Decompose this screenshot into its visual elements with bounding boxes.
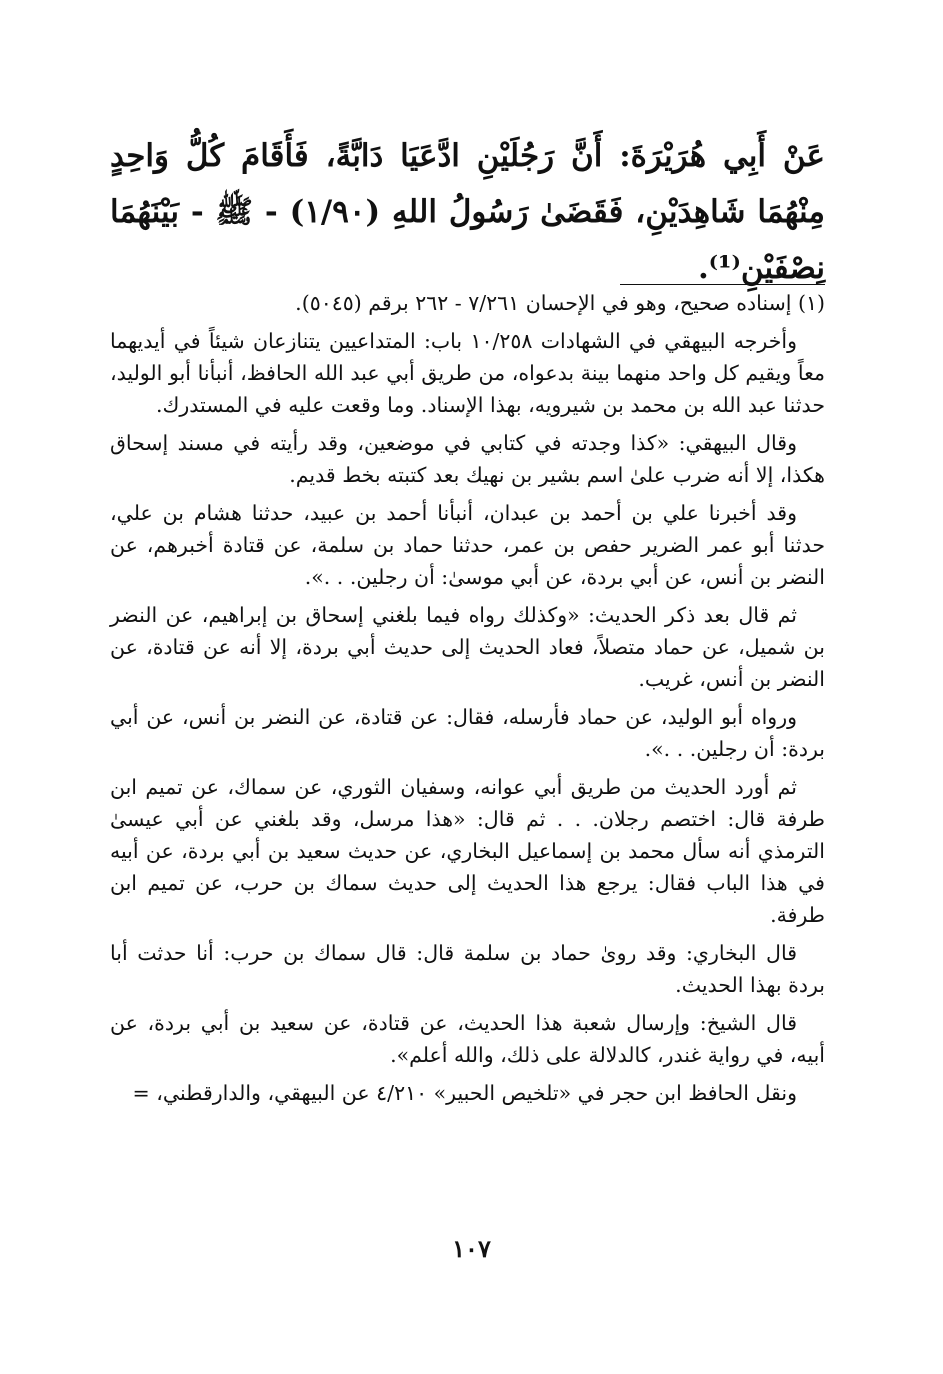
footnote-paragraph: ثم قال بعد ذكر الحديث: «وكذلك رواه فيما بلغني إسحاق بن إبراهيم، عن النضر بن شميل، عن حماد متصلاً، فعاد الحديث إلى حديث أبي بردة، إلا أنه عن قتادة، عن النضر بن أنس، غريب. — [110, 603, 825, 691]
footnote-paragraph: وأخرجه البيهقي في الشهادات ١٠/٢٥٨ باب: المتداعيين يتنازعان شيئاً في أيديهما معاً ويقيم كل واحد منهما بينة بدعواه، من طريق أبي عبد الله الحافظ، أنبأنا أبو الوليد، حدثنا عبد الله بن محمد بن شيرويه، بهذا الإسناد. وما وقعت عليه في المستدرك. — [110, 329, 825, 417]
footnote-paragraph: ونقل الحافظ ابن حجر في «تلخيص الحبير» ٤/٢١٠ عن البيهقي، والدارقطني، = — [132, 1081, 797, 1105]
page-number: ١٠٧ — [452, 1234, 491, 1263]
footnote-paragraph: وقد أخبرنا علي بن أحمد بن عبدان، أنبأنا أحمد بن عبيد، حدثنا هشام بن علي، حدثنا أبو عمر الضرير حفص بن عمر، حدثنا حماد بن سلمة، عن قتادة أخبرهم، عن النضر بن أنس، عن أبي بردة، عن أبي موسىٰ: أن رجلين. . .». — [110, 501, 825, 589]
footnote-paragraph: قال الشيخ: وإرسال شعبة هذا الحديث، عن قتادة، عن سعيد بن أبي بردة، عن أبيه، في رواية غندر، كالدلالة على ذلك، والله أعلم». — [110, 1011, 825, 1067]
footnote-paragraph: ثم أورد الحديث من طريق أبي عوانه، وسفيان الثوري، عن سماك، عن تميم ابن طرفة قال: اختصم رجلان. . . ثم قال: «هذا مرسل، وقد بلغني عن أبي عيسىٰ الترمذي أنه سأل محمد بن إسماعيل البخاري، عن حديث سعيد بن أبي بردة، عن أبيه في هذا الباب فقال: يرجع هذا الحديث إلى حديث سماك بن حرب، عن تميم ابن طرفة. — [110, 775, 825, 927]
footnote-paragraph: وقال البيهقي: «كذا وجدته في كتابي في موضعين، وقد رأيته في مسند إسحاق هكذا، إلا أنه ضرب علىٰ اسم بشير بن نهيك بعد كتبته بخط قديم. — [110, 431, 825, 487]
footnote-separator — [620, 284, 825, 285]
footnote-paragraph: قال البخاري: وقد روىٰ حماد بن سلمة قال: قال سماك بن حرب: أنا حدثت أبا بردة بهذا الحديث. — [110, 941, 825, 997]
footnotes-section — [110, 287, 825, 1115]
footnote-paragraph: (١) إسناده صحيح، وهو في الإحسان ٧/٢٦١ - ٢٦٢ برقم (٥٠٤٥). — [295, 291, 825, 315]
footnote-paragraph: ورواه أبو الوليد، عن حماد فأرسله، فقال: عن قتادة، عن النضر بن أنس، عن أبي بردة: أن رجلين. . .». — [110, 705, 825, 761]
hadith-text: عَنْ أَبِي هُرَيْرَةَ: أَنَّ رَجُلَيْنِ ادَّعَيَا دَابَّةً، فَأَقَامَ كُلُّ وَاحِدٍ مِنْهُمَا شَاهِدَيْنِ، فَقَضَىٰ رَسُولُ اللهِ (١/٩٠) - ﷺ - بَيْنَهُمَا نِصْفَيْنِ⁽¹⁾. — [110, 138, 825, 286]
